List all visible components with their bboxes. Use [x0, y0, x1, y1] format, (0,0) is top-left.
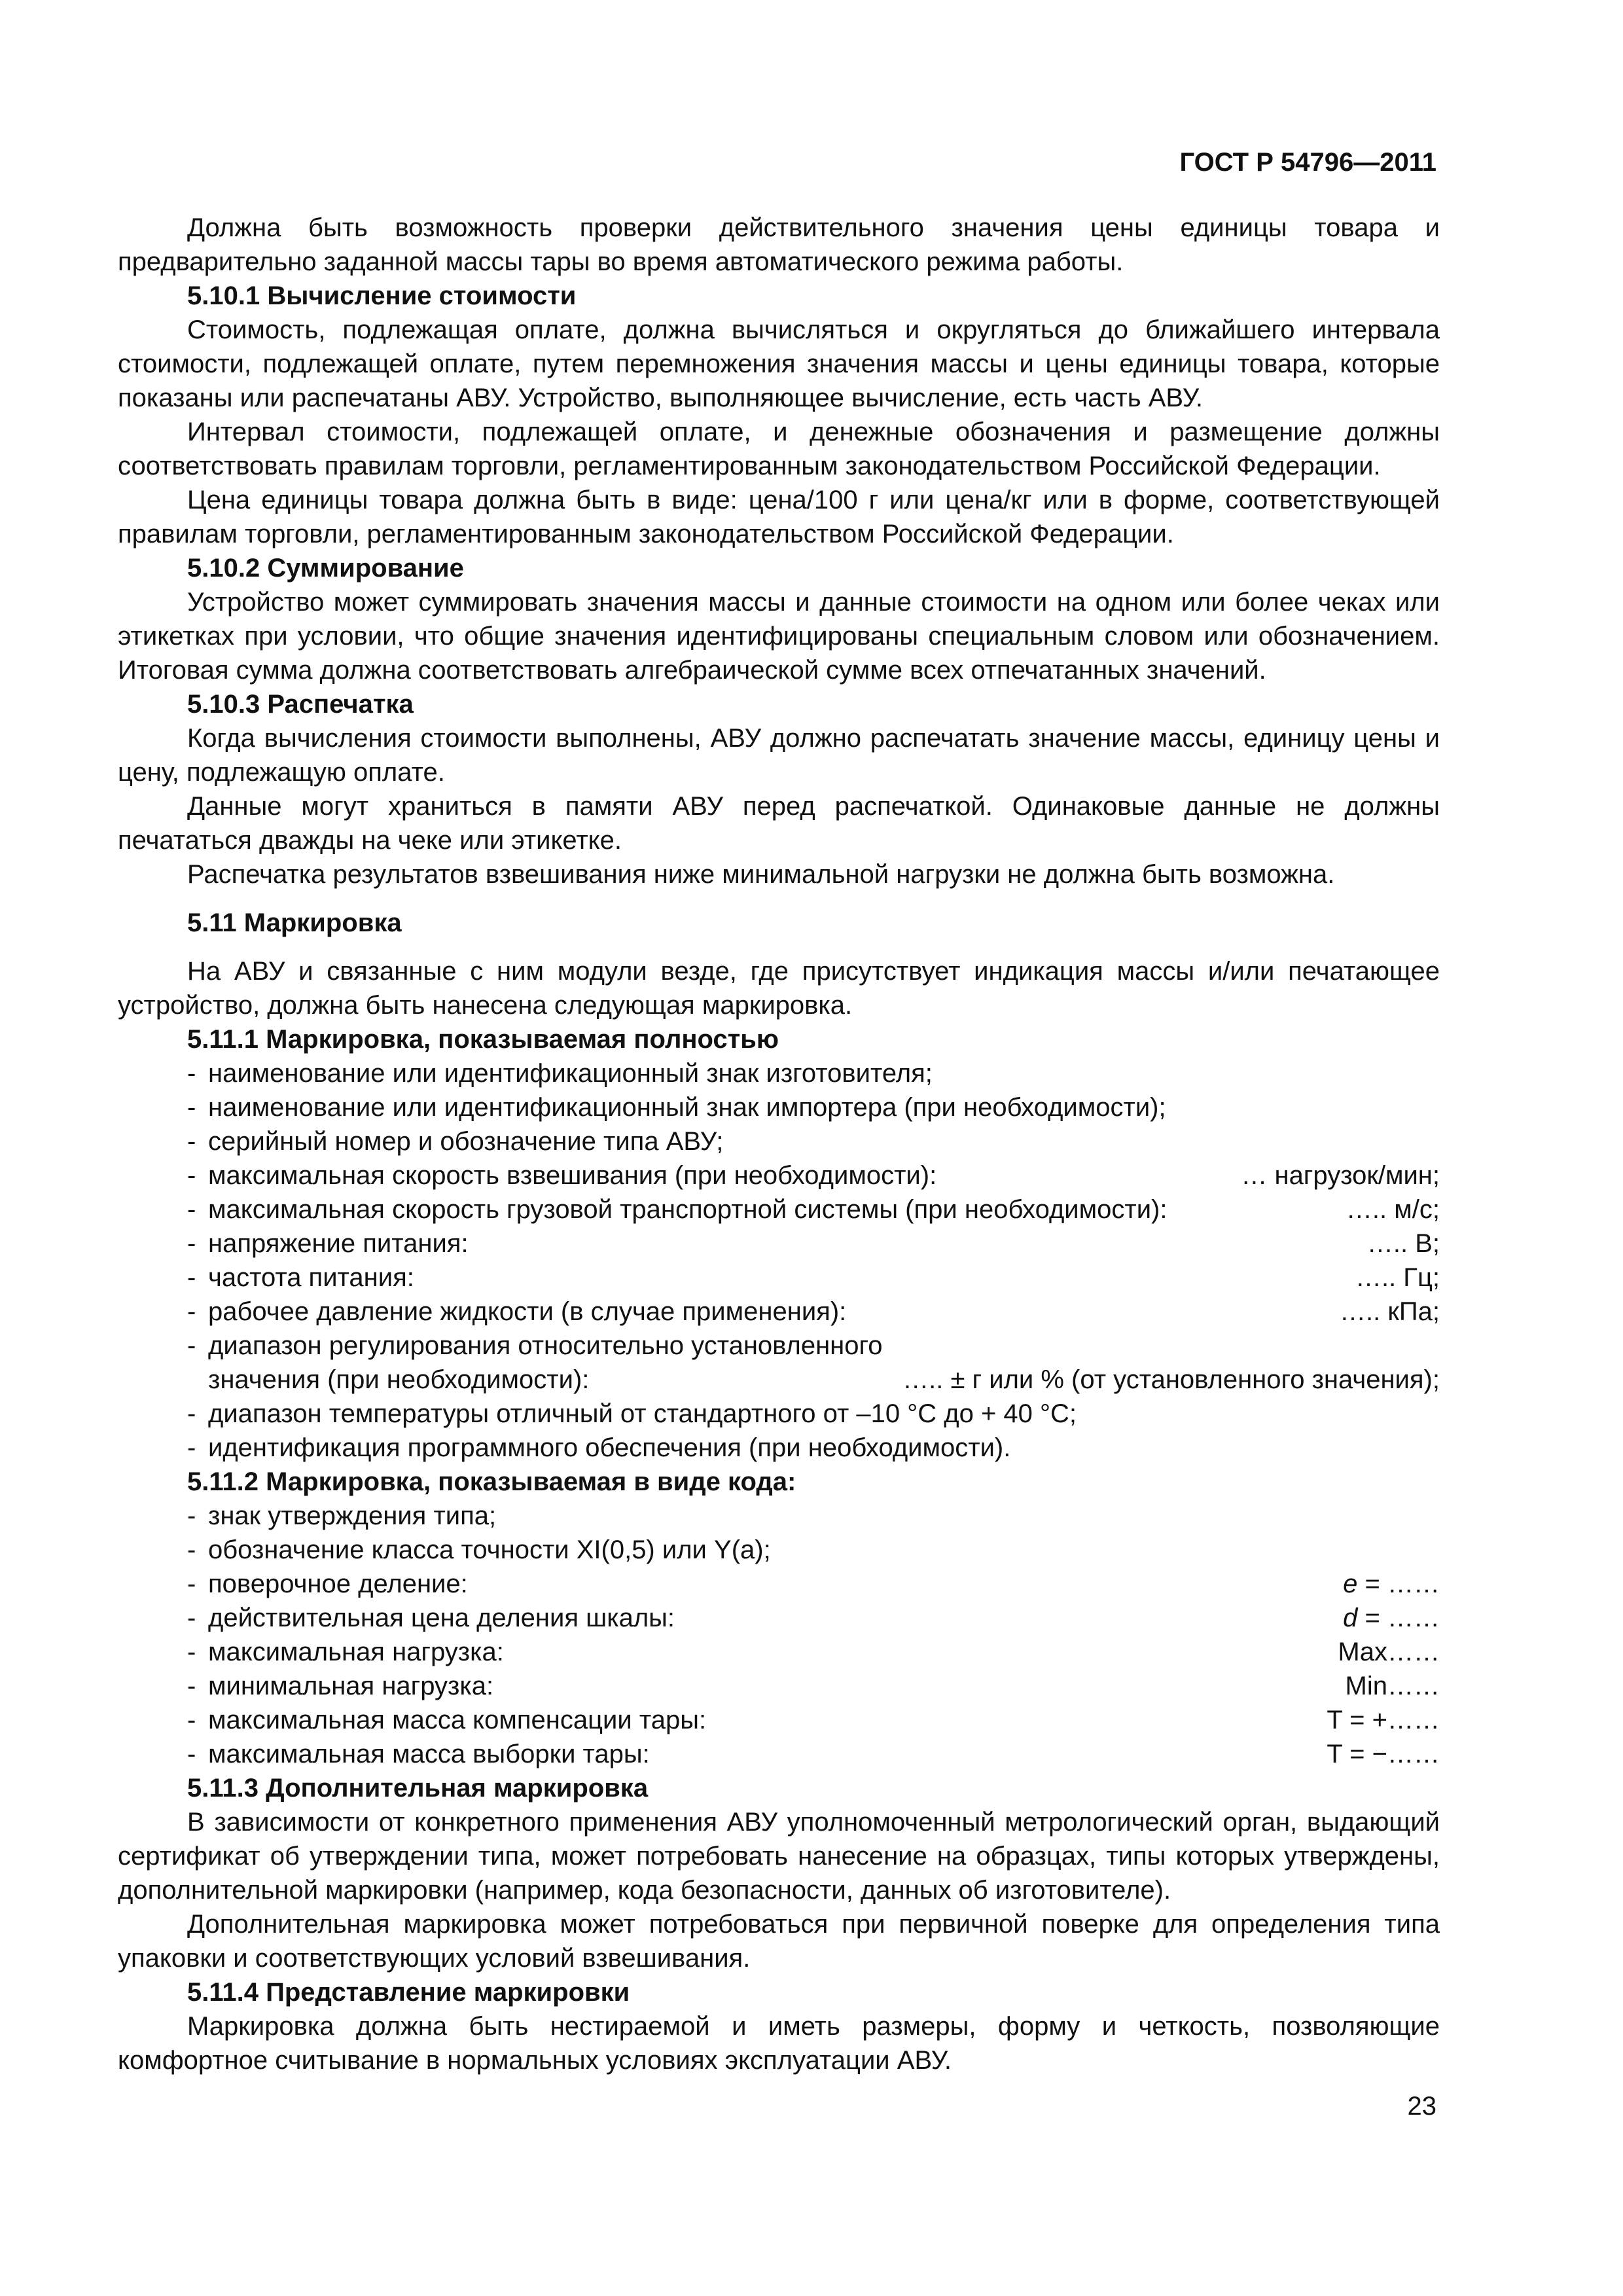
- list-item: - рабочее давление жидкости (в случае применения): ….. кПа;: [187, 1297, 1440, 1326]
- section-5-11-heading: 5.11 Маркировка: [187, 908, 402, 937]
- section-5-10-1-heading: 5.10.1 Вычисление стоимости: [187, 281, 577, 310]
- list-item: - минимальная нагрузка: Min……: [187, 1672, 1440, 1700]
- section-5-10-1-paragraph-3: Цена единицы товара должна быть в виде: цена/100 г или цена/кг или в форме, соответствующей правилам торговли, регламентированным законодательством Российской Федерации.: [118, 486, 1440, 548]
- section-5-11-4-heading: 5.11.4 Представление маркировки: [187, 1978, 630, 2007]
- list-item: - обозначение класса точности XI(0,5) или Y(a);: [187, 1535, 771, 1564]
- list-item-range: - диапазон регулирования относительно установленного значения (при необходимости): ….. ± г или % (от установленного значения);: [187, 1331, 1440, 1394]
- section-5-11-4-paragraph-1: Маркировка должна быть нестираемой и иметь размеры, форму и четкость, позволяющие комфортное считывание в нормальных условиях эксплуатации АВУ.: [118, 2012, 1440, 2075]
- list-item: - идентификация программного обеспечения (при необходимости).: [187, 1433, 1011, 1462]
- section-5-11-3-heading: 5.11.3 Дополнительная маркировка: [187, 1774, 649, 1803]
- list-item: - наименование или идентификационный знак изготовителя;: [187, 1059, 933, 1088]
- section-5-11-1-heading: 5.11.1 Маркировка, показываемая полностью: [187, 1025, 779, 1054]
- list-item: - максимальная скорость грузовой транспортной системы (при необходимости): ….. м/с;: [187, 1195, 1440, 1224]
- section-5-10-3-paragraph-3: Распечатка результатов взвешивания ниже минимальной нагрузки не должна быть возможна.: [187, 860, 1335, 889]
- list-item: - максимальная нагрузка: Max……: [187, 1638, 1440, 1666]
- section-5-11-3-paragraph-1: В зависимости от конкретного применения АВУ уполномоченный метрологический орган, выдающий сертификат об утверждении типа, может потребовать нанесение на образцах, типы которых утверждены, дополнительной маркировки (например, кода безопасности, данных об изготовителе).: [118, 1808, 1440, 1905]
- list-item: - знак утверждения типа;: [187, 1501, 497, 1530]
- page-content: [118, 211, 1440, 2077]
- list-item: - поверочное деление: e = ……: [187, 1570, 1440, 1598]
- list-item: - действительная цена деления шкалы: d = ……: [187, 1604, 1440, 1632]
- section-5-10-3-paragraph-2: Данные могут храниться в памяти АВУ перед распечаткой. Одинаковые данные не должны печататься дважды на чеке или этикетке.: [118, 792, 1440, 855]
- list-item: - максимальная масса выборки тары: T = −……: [187, 1740, 1440, 1768]
- section-5-11-3-paragraph-2: Дополнительная маркировка может потребоваться при первичной поверке для определения типа упаковки и соответствующих условий взвешивания.: [118, 1910, 1440, 1973]
- section-5-11-paragraph-1: На АВУ и связанные с ним модули везде, где присутствует индикация массы и/или печатающее устройство, должна быть нанесена следующая маркировка.: [118, 957, 1440, 1020]
- intro-paragraph: Должна быть возможность проверки действительного значения цены единицы товара и предварительно заданной массы тары во время автоматического режима работы.: [118, 213, 1440, 276]
- list-item: - серийный номер и обозначение типа АВУ;: [187, 1127, 724, 1156]
- section-5-10-3-paragraph-1: Когда вычисления стоимости выполнены, АВУ должно распечатать значение массы, единицу цены и цену, подлежащую оплате.: [118, 724, 1440, 787]
- list-item: - максимальная скорость взвешивания (при необходимости): … нагрузок/мин;: [187, 1161, 1440, 1190]
- list-item: - напряжение питания: ….. В;: [187, 1229, 1440, 1258]
- section-5-10-2-heading: 5.10.2 Суммирование: [187, 554, 464, 583]
- full-marking-list: [118, 1056, 1440, 1465]
- list-item: - максимальная масса компенсации тары: T = +……: [187, 1706, 1440, 1734]
- code-marking-list: [118, 1499, 1440, 1771]
- section-5-10-1-paragraph-1: Стоимость, подлежащая оплате, должна вычисляться и округляться до ближайшего интервала стоимости, подлежащей оплате, путем перемножения значения массы и цены единицы товара, которые показаны или распечатаны АВУ. Устройство, выполняющее вычисление, есть часть АВУ.: [118, 315, 1440, 412]
- section-5-10-1-paragraph-2: Интервал стоимости, подлежащей оплате, и денежные обозначения и размещение должны соответствовать правилам торговли, регламентированным законодательством Российской Федерации.: [118, 418, 1440, 480]
- section-5-10-2-paragraph-1: Устройство может суммировать значения массы и данные стоимости на одном или более чеках или этикетках при условии, что общие значения идентифицированы специальным словом или обозначением. Итоговая сумма должна соответствовать алгебраической сумме всех отпечатанных значений.: [118, 588, 1440, 685]
- list-item: - наименование или идентификационный знак импортера (при необходимости);: [187, 1093, 1166, 1122]
- page-number: 23: [1407, 2092, 1436, 2121]
- list-item: - частота питания: ….. Гц;: [187, 1263, 1440, 1292]
- document-code-header: ГОСТ Р 54796—2011: [1179, 148, 1436, 177]
- section-5-10-3-heading: 5.10.3 Распечатка: [187, 690, 414, 719]
- list-item: - диапазон температуры отличный от стандартного от –10 °С до + 40 °С;: [187, 1399, 1077, 1428]
- section-5-11-2-heading: 5.11.2 Маркировка, показываемая в виде кода:: [187, 1467, 796, 1496]
